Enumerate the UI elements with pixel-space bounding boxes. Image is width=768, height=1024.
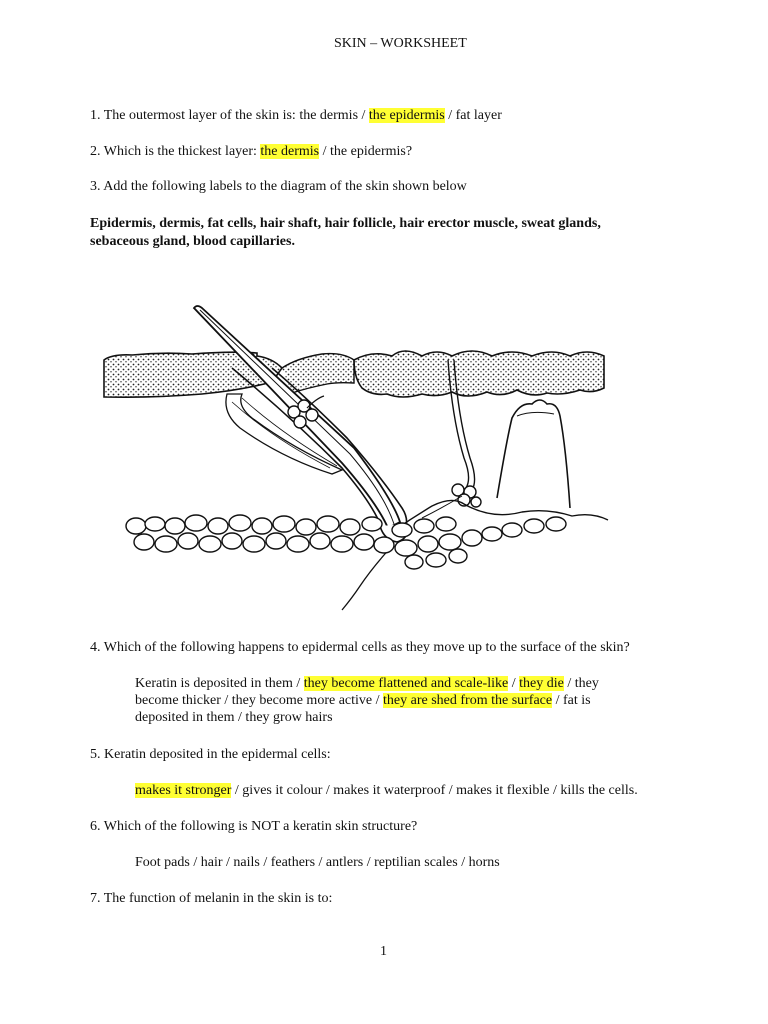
q4-highlight-die: they die <box>519 676 564 691</box>
worksheet-title: SKIN – WORKSHEET <box>334 36 467 51</box>
q1-text: 1. The outermost layer of the skin is: the dermis / <box>90 108 369 123</box>
q2-highlighted-answer: the dermis <box>260 144 320 159</box>
sweat-gland-coil <box>452 484 481 507</box>
epidermis-right <box>354 351 604 397</box>
q4-highlight-shed: they are shed from the surface <box>383 693 553 708</box>
q2-text: 2. Which is the thickest layer: <box>90 144 261 159</box>
q4-options-line-3: deposited in them / they grow hairs <box>135 710 333 725</box>
q4-option-text: become thicker / they become more active / <box>135 693 384 708</box>
page-number: 1 <box>380 944 387 959</box>
question-6: 6. Which of the following is NOT a keratin skin structure? <box>90 819 418 834</box>
q5-options <box>135 782 638 800</box>
q2-text-end: / the epidermis? <box>319 144 413 159</box>
question-4: 4. Which of the following happens to epidermal cells as they move up to the surface of the skin? <box>90 640 630 655</box>
q6-options: Foot pads / hair / nails / feathers / antlers / reptilian scales / horns <box>135 855 500 870</box>
fat-cells <box>126 515 566 569</box>
question-3: 3. Add the following labels to the diagram of the skin shown below <box>90 179 467 194</box>
question-2 <box>90 143 412 161</box>
labels-list-line-1: Epidermis, dermis, fat cells, hair shaft, hair follicle, hair erector muscle, sweat glands, <box>90 216 601 231</box>
q5-option-text: / gives it colour / makes it waterproof / makes it flexible / kills the cells. <box>231 783 638 798</box>
labels-list-line-2: sebaceous gland, blood capillaries. <box>90 234 295 249</box>
q4-options-line-2 <box>135 692 591 710</box>
question-1 <box>90 107 502 125</box>
q4-options-line-1 <box>135 675 599 693</box>
q4-option-text-end: / they <box>563 676 599 691</box>
q1-text-end: / fat layer <box>444 108 502 123</box>
dermal-papilla <box>497 400 570 508</box>
q4-option-text: Keratin is deposited in them / <box>135 676 304 691</box>
question-7: 7. The function of melanin in the skin is to: <box>90 891 333 906</box>
q4-highlight-flattened: they become flattened and scale-like <box>303 676 509 691</box>
skin-diagram <box>92 298 612 616</box>
q4-separator: / <box>508 676 520 691</box>
question-5: 5. Keratin deposited in the epidermal cells: <box>90 747 331 762</box>
q4-option-text-end: / fat is <box>552 693 591 708</box>
q5-highlighted-answer: makes it stronger <box>135 783 232 798</box>
q1-highlighted-answer: the epidermis <box>368 108 445 123</box>
